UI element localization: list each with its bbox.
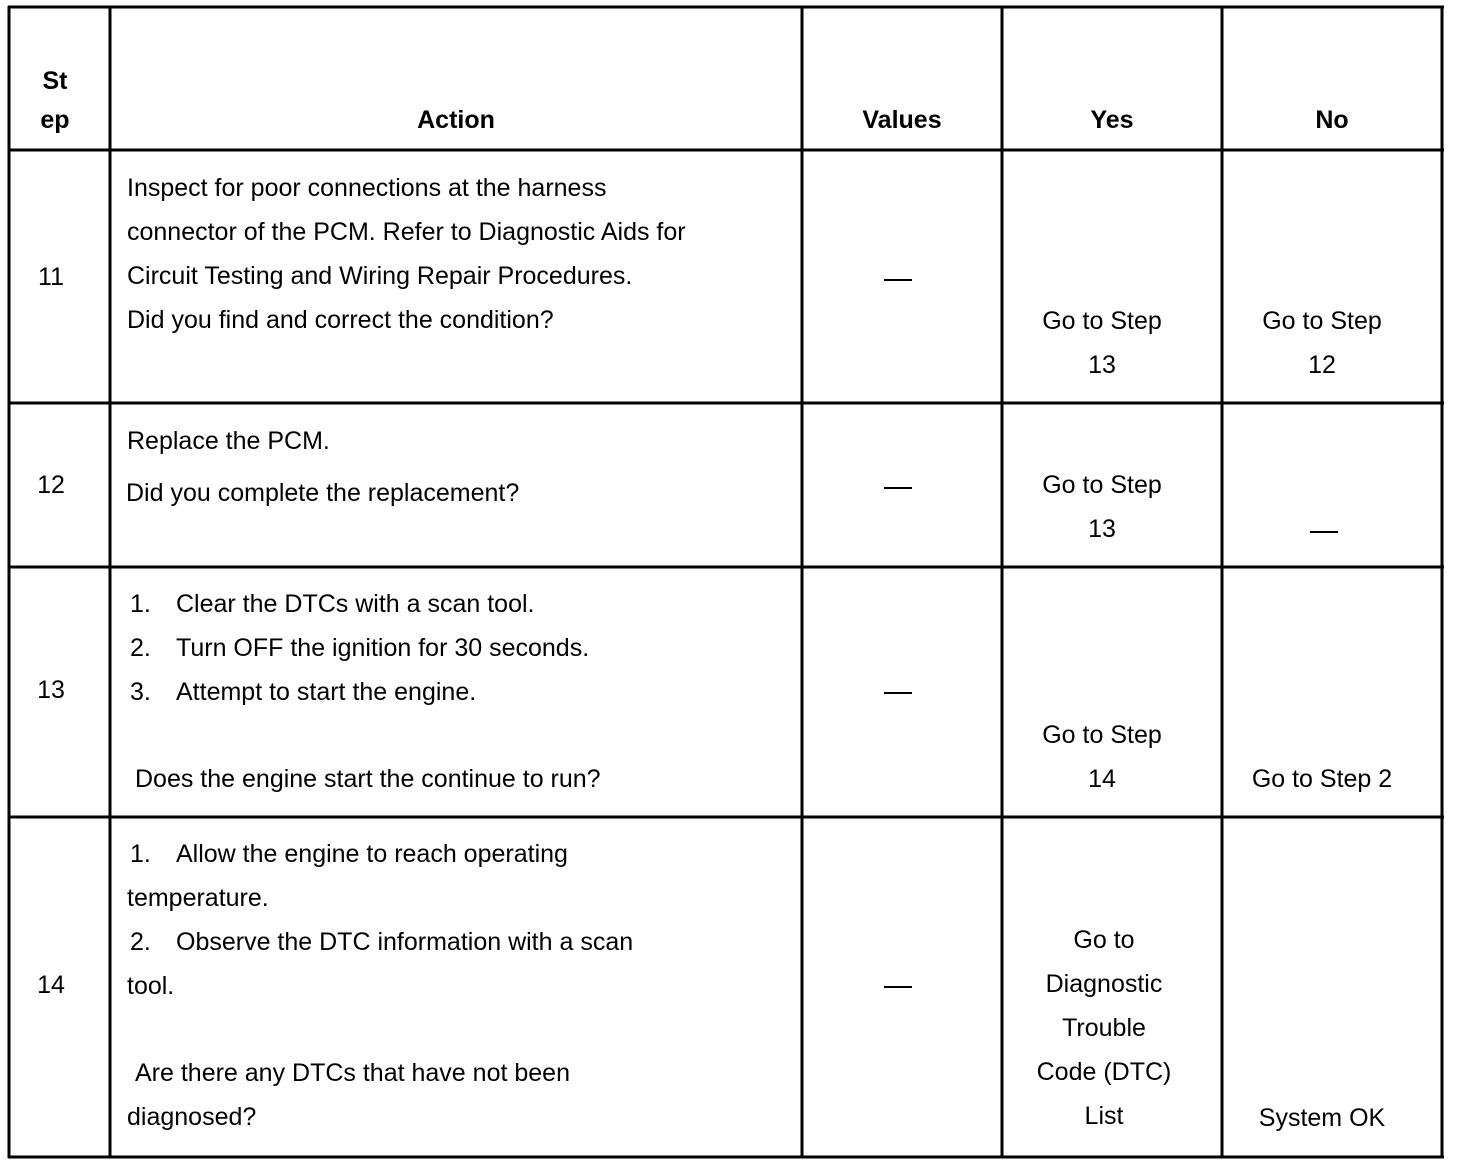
em-dash-icon [884,986,912,988]
action-line: diagnosed? [127,1103,257,1131]
values-none [803,670,993,714]
values-none [803,465,993,509]
header-action: Action [417,106,495,134]
action-list [127,832,790,1008]
yes-line: Diagnostic [1045,970,1163,998]
yes-line: 13 [1088,515,1116,543]
list-text: Clear the DTCs with a scan tool. [176,590,535,618]
action-question [126,471,786,515]
list-number: 2. [130,928,151,956]
values-none [803,964,993,1008]
yes-line: 14 [1088,765,1116,793]
header-step-line2: ep [40,106,70,134]
action-line: Replace the PCM. [127,427,330,455]
yes-link[interactable] [1003,713,1201,801]
action-line: connector of the PCM. Refer to Diagnostic Aids for [127,218,686,246]
step-number: 13 [37,676,65,704]
list-item-continued: tool. [127,972,175,1000]
yes-line: 13 [1088,351,1116,379]
yes-line: Code (DTC) [1036,1058,1172,1086]
list-text: Allow the engine to reach operating [176,840,568,868]
action-text [127,419,787,463]
list-item [130,626,790,670]
header-step-line1: St [42,67,68,95]
step-number: 14 [37,971,65,999]
yes-line: Go to Step [1042,471,1162,499]
list-number: 2. [130,634,151,662]
no-link[interactable]: Go to Step 2 [1251,765,1393,793]
list-item [130,582,790,626]
action-line: Did you find and correct the condition? [127,306,554,334]
list-item [130,670,790,714]
no-link[interactable]: System OK [1258,1104,1386,1132]
step-number: 11 [38,263,64,291]
list-number: 1. [130,840,151,868]
action-line: Did you complete the replacement? [126,479,520,507]
header-step [10,62,100,140]
list-item [130,920,790,964]
action-text [127,166,787,342]
list-text: Attempt to start the engine. [176,678,477,706]
values-none [803,257,993,301]
step-number: 12 [37,471,65,499]
yes-line: Go to [1073,926,1135,954]
action-line: Inspect for poor connections at the harness [127,174,607,202]
no-line: 12 [1308,351,1336,379]
action-list [130,582,790,714]
action-line: Are there any DTCs that have not been [135,1059,570,1087]
action-question [127,1051,787,1139]
em-dash-icon [884,487,912,489]
action-question: Does the engine start the continue to run? [135,765,601,793]
yes-link[interactable] [1003,918,1205,1138]
yes-line: Go to Step [1042,721,1162,749]
action-line: Circuit Testing and Wiring Repair Procedures. [127,262,633,290]
em-dash-icon [884,692,912,694]
list-item-continued: temperature. [127,884,269,912]
em-dash-icon [1310,531,1338,533]
header-yes: Yes [1090,106,1134,134]
yes-line: Go to Step [1042,307,1162,335]
em-dash-icon [884,279,912,281]
header-no: No [1315,106,1349,134]
yes-line: Trouble [1062,1014,1146,1042]
list-item [130,832,790,876]
no-none [1223,509,1425,553]
list-text: Observe the DTC information with a scan [176,928,634,956]
yes-line: List [1084,1102,1124,1130]
no-line: Go to Step [1262,307,1382,335]
list-text: Turn OFF the ignition for 30 seconds. [176,634,590,662]
list-number: 3. [130,678,151,706]
list-number: 1. [130,590,151,618]
yes-link[interactable] [1003,299,1201,387]
yes-link[interactable] [1003,463,1201,551]
header-values: Values [862,106,942,134]
no-link[interactable] [1223,299,1421,387]
